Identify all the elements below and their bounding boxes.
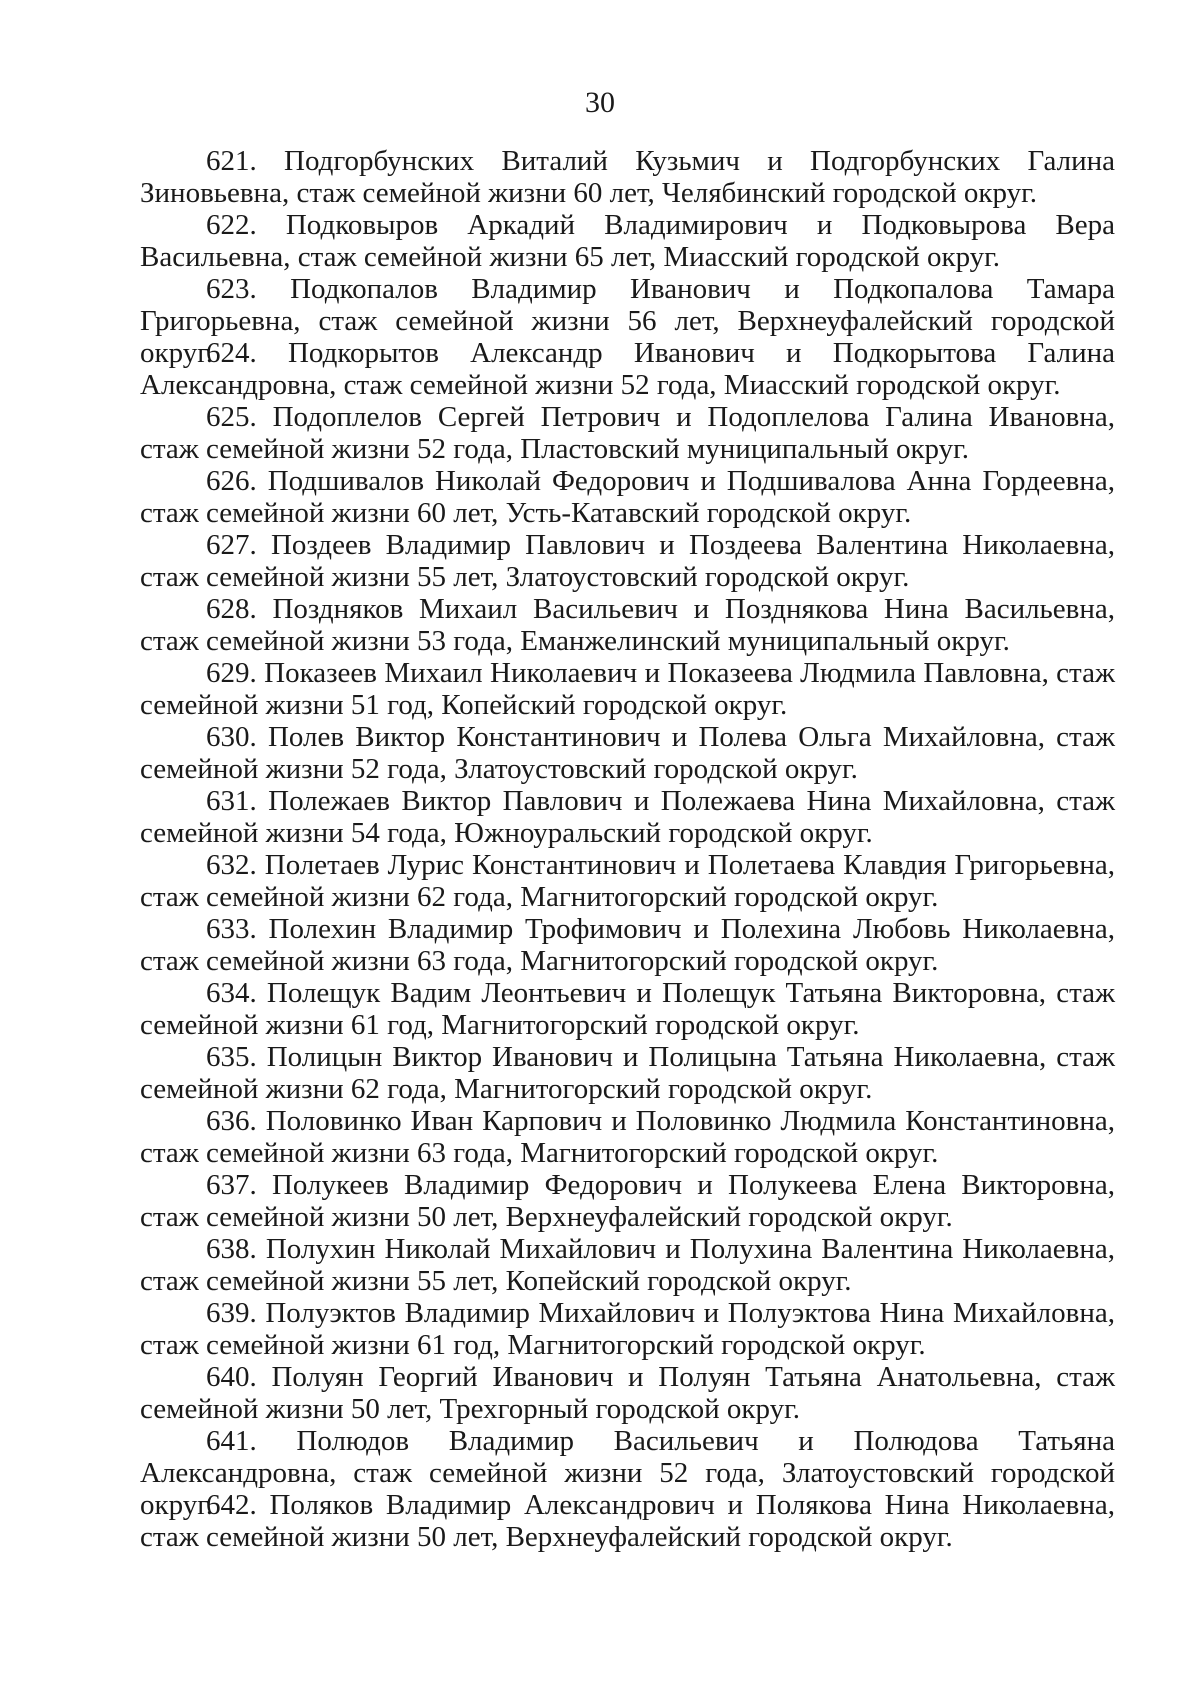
entry-text: Полещук Вадим Леонтьевич и Полещук Татьяна Викторовна, стаж семейной жизни 61 год, Магнитогорский городской округ. — [140, 977, 1116, 1041]
list-item — [140, 913, 1115, 977]
entry-number: 638. — [206, 1233, 257, 1265]
list-item — [140, 1361, 1115, 1425]
entry-number: 622. — [206, 209, 257, 241]
entry-number: 639. — [206, 1297, 257, 1329]
entry-text: Полуэктов Владимир Михайлович и Полуэктова Нина Михайловна, стаж семейной жизни 61 год, Магнитогорский городской округ. — [140, 1297, 1115, 1361]
entry-number: 624. — [206, 337, 257, 369]
entry-text: Показеев Михаил Николаевич и Показеева Людмила Павловна, стаж семейной жизни 51 год, Копейский городской округ. — [140, 657, 1115, 721]
entry-text: Поляков Владимир Александрович и Полякова Нина Николаевна, стаж семейной жизни 50 лет, Верхнеуфалейский городской округ. — [140, 1489, 1116, 1553]
list-item — [140, 145, 1115, 209]
entry-text: Подковыров Аркадий Владимирович и Подковырова Вера Васильевна, стаж семейной жизни 65 лет, Миасский городской округ. — [140, 209, 1115, 273]
entry-number: 630. — [206, 721, 257, 753]
entry-text: Подоплелов Сергей Петрович и Подоплелова Галина Ивановна, стаж семейной жизни 52 года, Пластовский муниципальный округ. — [140, 401, 1116, 465]
list-item — [140, 849, 1115, 913]
entry-number: 621. — [206, 145, 257, 177]
entry-text: Подгорбунских Виталий Кузьмич и Подгорбунских Галина Зиновьевна, стаж семейной жизни 60 лет, Челябинский городской округ. — [140, 145, 1115, 209]
list-item — [140, 785, 1115, 849]
entry-text: Полев Виктор Константинович и Полева Ольга Михайловна, стаж семейной жизни 52 года, Златоустовский городской округ. — [140, 721, 1115, 785]
list-item — [140, 401, 1115, 465]
entry-number: 626. — [206, 465, 257, 497]
list-item — [140, 977, 1115, 1041]
entry-number: 635. — [206, 1041, 257, 1073]
entry-number: 632. — [206, 849, 257, 881]
entry-text: Подкопалов Владимир Иванович и Подкопалова Тамара Григорьевна, стаж семейной жизни 56 лет, Верхнеуфалейский городской округ. — [140, 273, 1116, 369]
entry-number: 641. — [206, 1425, 257, 1457]
entry-list — [140, 145, 1115, 1553]
entry-number: 636. — [206, 1105, 257, 1137]
entry-number: 629. — [206, 657, 257, 689]
list-item — [140, 465, 1115, 529]
list-item — [140, 1297, 1115, 1361]
list-item — [140, 1169, 1115, 1233]
entry-text: Полуян Георгий Иванович и Полуян Татьяна Анатольевна, стаж семейной жизни 50 лет, Трехгорный городской округ. — [140, 1361, 1116, 1425]
list-item — [140, 593, 1115, 657]
page-number: 30 — [585, 86, 615, 119]
list-item — [140, 1233, 1115, 1297]
entry-text: Полехин Владимир Трофимович и Полехина Любовь Николаевна, стаж семейной жизни 63 года, Магнитогорский городской округ. — [140, 913, 1115, 977]
entry-number: 628. — [206, 593, 257, 625]
entry-text: Полицын Виктор Иванович и Полицына Татьяна Николаевна, стаж семейной жизни 62 года, Магнитогорский городской округ. — [140, 1041, 1115, 1105]
entry-number: 631. — [206, 785, 257, 817]
entry-text: Поздеев Владимир Павлович и Поздеева Валентина Николаевна, стаж семейной жизни 55 лет, Златоустовский городской округ. — [140, 529, 1116, 593]
entry-text: Подкорытов Александр Иванович и Подкорытова Галина Александровна, стаж семейной жизни 52 года, Миасский городской округ. — [140, 337, 1115, 401]
entry-number: 642. — [206, 1489, 257, 1521]
entry-text: Полукеев Владимир Федорович и Полукеева Елена Викторовна, стаж семейной жизни 50 лет, Верхнеуфалейский городской округ. — [140, 1169, 1115, 1233]
entry-text: Поздняков Михаил Васильевич и Позднякова Нина Васильевна, стаж семейной жизни 53 года, Еманжелинский муниципальный округ. — [140, 593, 1115, 657]
entry-text: Половинко Иван Карпович и Половинко Людмила Константиновна, стаж семейной жизни 63 года, Магнитогорский городской округ. — [140, 1105, 1116, 1169]
entry-number: 637. — [206, 1169, 257, 1201]
list-item — [140, 721, 1115, 785]
entry-text: Полетаев Лурис Константинович и Полетаева Клавдия Григорьевна, стаж семейной жизни 62 года, Магнитогорский городской округ. — [140, 849, 1115, 913]
list-item — [140, 337, 1115, 401]
entry-number: 640. — [206, 1361, 257, 1393]
entry-text: Полюдов Владимир Васильевич и Полюдова Татьяна Александровна, стаж семейной жизни 52 года, Златоустовский городской округ. — [140, 1425, 1115, 1521]
entry-number: 627. — [206, 529, 257, 561]
entry-text: Полухин Николай Михайлович и Полухина Валентина Николаевна, стаж семейной жизни 55 лет, Копейский городской округ. — [140, 1233, 1115, 1297]
list-item — [140, 1105, 1115, 1169]
entry-number: 634. — [206, 977, 257, 1009]
entry-number: 625. — [206, 401, 257, 433]
entry-number: 633. — [206, 913, 257, 945]
list-item — [140, 209, 1115, 273]
list-item — [140, 529, 1115, 593]
list-item — [140, 1489, 1115, 1553]
entry-text: Подшивалов Николай Федорович и Подшивалова Анна Гордеевна, стаж семейной жизни 60 лет, Усть-Катавский городской округ. — [140, 465, 1116, 529]
entry-text: Полежаев Виктор Павлович и Полежаева Нина Михайловна, стаж семейной жизни 54 года, Южноуральский городской округ. — [140, 785, 1116, 849]
list-item — [140, 657, 1115, 721]
list-item — [140, 1041, 1115, 1105]
entry-number: 623. — [206, 273, 257, 305]
